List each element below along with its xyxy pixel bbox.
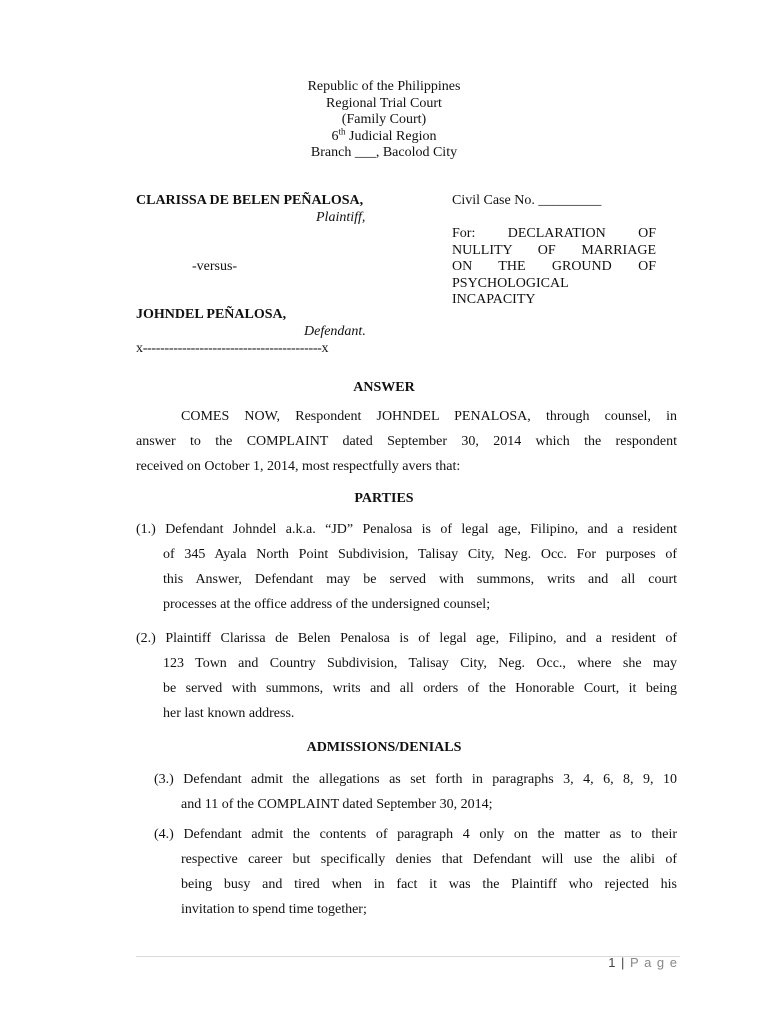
intro-paragraph: COMES NOW, Respondent JOHNDEL PENALOSA, through counsel, in answer to the COMPLAINT dated September 30, 2014 which the respondent received on October 1, 2014, most respectfully avers that: [136,409,677,474]
footer-rule [136,956,680,957]
page-separator: | [616,955,631,970]
plaintiff-role: Plaintiff, [316,210,366,225]
page-number: 1 [608,955,617,970]
paragraph-4: (4.) Defendant admit the contents of paragraph 4 only on the matter as to their respective career but specifically denies that Defendant will use the alibi of being busy and tired when in fact it was the Plaintiff who rejected his invitation to spend time together; [154,827,677,917]
header-republic: Republic of the Philippines [307,79,461,94]
defendant-name: JOHNDEL PEÑALOSA, [136,307,287,322]
page-footer [608,955,678,970]
caption-divider: x-----------------------------------------x [136,341,329,356]
paragraph-3: (3.) Defendant admit the allegations as set forth in paragraphs 3, 4, 6, 8, 9, 10 and 11 of the COMPLAINT dated September 30, 2014; [154,772,677,812]
page-label: P a g e [630,955,678,970]
section-parties-heading: PARTIES [354,491,414,506]
header-branch: Branch ___, Bacolod City [310,145,458,160]
civil-case-number: Civil Case No. _________ [452,193,602,208]
paragraph-2: (2.) Plaintiff Clarissa de Belen Penalosa is of legal age, Filipino, and a resident of 123 Town and Country Subdivision, Talisay City, Neg. Occ., where she may be served with summons, writs and all orders of the Honorable Court, it being her last known address. [136,631,677,721]
paragraph-1: (1.) Defendant Johndel a.k.a. “JD” Penalosa is of legal age, Filipino, and a resident of 345 Ayala North Point Subdivision, Talisay City, Neg. Occ. For purposes of this Answer, Defendant may be served with summons, writs and all court processes at the office address of the undersigned counsel; [136,522,677,612]
court-header [0,79,768,162]
versus-label: -versus- [192,259,238,274]
case-nature: For: DECLARATION OF NULLITY OF MARRIAGE ON THE GROUND OF PSYCHOLOGICAL INCAPACITY [452,226,656,307]
defendant-role: Defendant. [304,324,366,339]
header-court: Regional Trial Court [326,95,442,111]
header-region: 6th Judicial Region [331,125,437,144]
document-title: ANSWER [353,380,415,395]
header-family-court: (Family Court) [341,112,427,127]
section-admissions-heading: ADMISSIONS/DENIALS [306,740,462,755]
plaintiff-name: CLARISSA DE BELEN PEÑALOSA, [136,193,364,208]
